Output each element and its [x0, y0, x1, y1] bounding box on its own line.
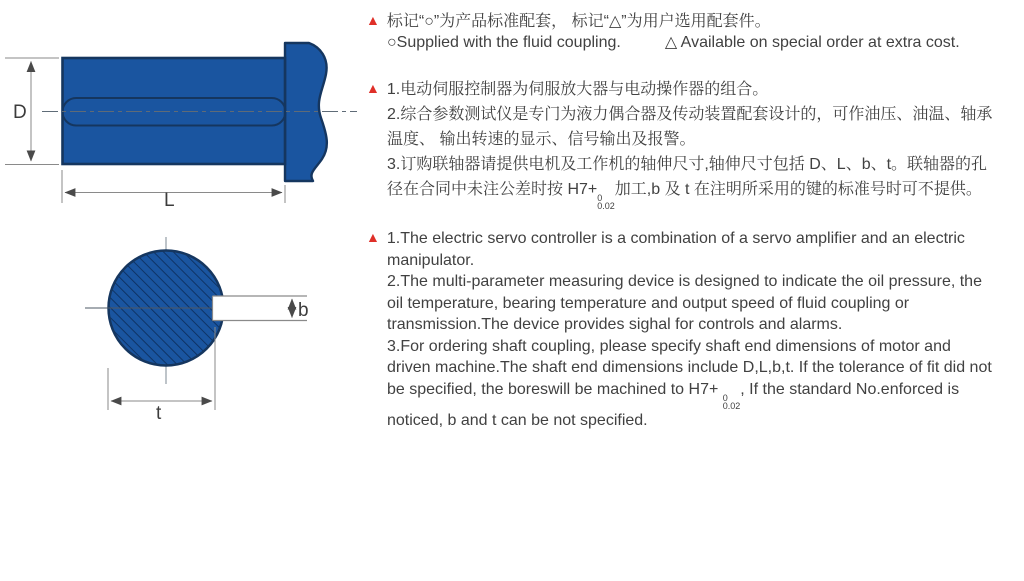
cn-line-3 — [366, 127, 1021, 152]
en-item-1-cont: manipulator. — [387, 251, 475, 269]
en-line-1 — [366, 227, 1021, 250]
legend-line-en — [366, 32, 1021, 53]
legend-text-cn: 标记“○”为产品标准配套， 标记“△”为用户选用配套件。 — [386, 13, 771, 30]
en-line-4 — [366, 293, 1021, 315]
tolerance-lower: 0.02 — [597, 201, 615, 211]
en-line-7 — [366, 357, 1021, 379]
cn-item-2: 2.综合参数测试仪是专门为液力偶合器及传动装置配套设计的，可作油压、油温、轴承 — [387, 106, 993, 123]
shaft-dimension-diagram — [0, 0, 370, 445]
note-marker-triangle-icon: ▲ — [366, 229, 380, 245]
label-t: t — [156, 403, 162, 424]
shaft-side-view — [5, 43, 357, 211]
cn-item-1: 1.电动伺服控制器为伺服放大器与电动操作器的组合。 — [386, 81, 769, 98]
label-L: L — [164, 190, 175, 211]
tolerance-lower: 0.02 — [722, 400, 741, 411]
cn-item-3-cont-a: 径在合同中未注公差时按 H7+ — [387, 181, 598, 198]
legend-line-cn — [366, 10, 1021, 32]
note-marker-triangle-icon: ▲ — [366, 12, 380, 28]
cn-item-3: 3.订购联轴器请提供电机及工作机的轴伸尺寸,轴伸尺寸包括 D、L、b、t。联轴器的孔 — [387, 156, 988, 173]
note-block-english — [366, 227, 1021, 431]
cn-line-4 — [366, 152, 1021, 177]
cn-line-1 — [366, 76, 1021, 102]
en-line-2 — [366, 250, 1021, 272]
note-block-legend — [366, 10, 1021, 53]
tolerance-stack — [723, 394, 741, 410]
en-item-3-cont-d: noticed, b and t can be not specified. — [387, 411, 648, 429]
en-item-2-cont-b: transmission.The device provides sighal for controls and alarms. — [387, 316, 843, 333]
en-item-3: 3.For ordering shaft coupling, please specify shaft end dimensions of motor and — [387, 337, 951, 355]
shaft-section-view — [85, 237, 309, 424]
note-marker-triangle-icon: ▲ — [366, 80, 380, 96]
en-item-3-cont-a: driven machine.The shaft end dimensions include D,L,b,t. If the tolerance of fit did not — [387, 359, 992, 376]
note-block-chinese — [366, 76, 1021, 210]
label-D: D — [13, 102, 27, 123]
cn-line-2 — [366, 102, 1021, 127]
tolerance-upper: 0 — [722, 392, 728, 403]
en-line-8 — [366, 379, 1021, 410]
en-item-3-cont-b: be specified, the boreswill be machined to H7+ — [387, 380, 723, 398]
en-item-1: 1.The electric servo controller is a combination of a servo amplifier and an electric — [386, 230, 965, 247]
cn-item-2-cont: 温度、 输出转速的显示、信号输出及报警。 — [387, 131, 696, 148]
legend-triangle-text: △ Available on special order at extra cost. — [664, 34, 960, 51]
en-line-6 — [366, 336, 1021, 358]
en-item-2: 2.The multi-parameter measuring device is designed to indicate the oil pressure, the — [387, 273, 982, 290]
en-item-3-cont-c: , If the standard No.enforced is — [740, 380, 960, 398]
label-b: b — [298, 300, 309, 321]
tolerance-stack — [597, 194, 615, 210]
en-line-3 — [366, 271, 1021, 293]
en-line-9 — [366, 410, 1021, 432]
tolerance-upper: 0 — [597, 193, 603, 203]
en-item-2-cont-a: oil temperature, bearing temperature and output speed of fluid coupling or — [387, 294, 910, 312]
en-line-5 — [366, 314, 1021, 336]
legend-circle-text: ○Supplied with the fluid coupling. — [387, 34, 621, 51]
cn-item-3-cont-b: 加工,b 及 t 在注明所采用的键的标准号时可不提供。 — [614, 181, 982, 198]
cn-line-5 — [366, 177, 1021, 210]
keyway-notch — [213, 296, 308, 321]
